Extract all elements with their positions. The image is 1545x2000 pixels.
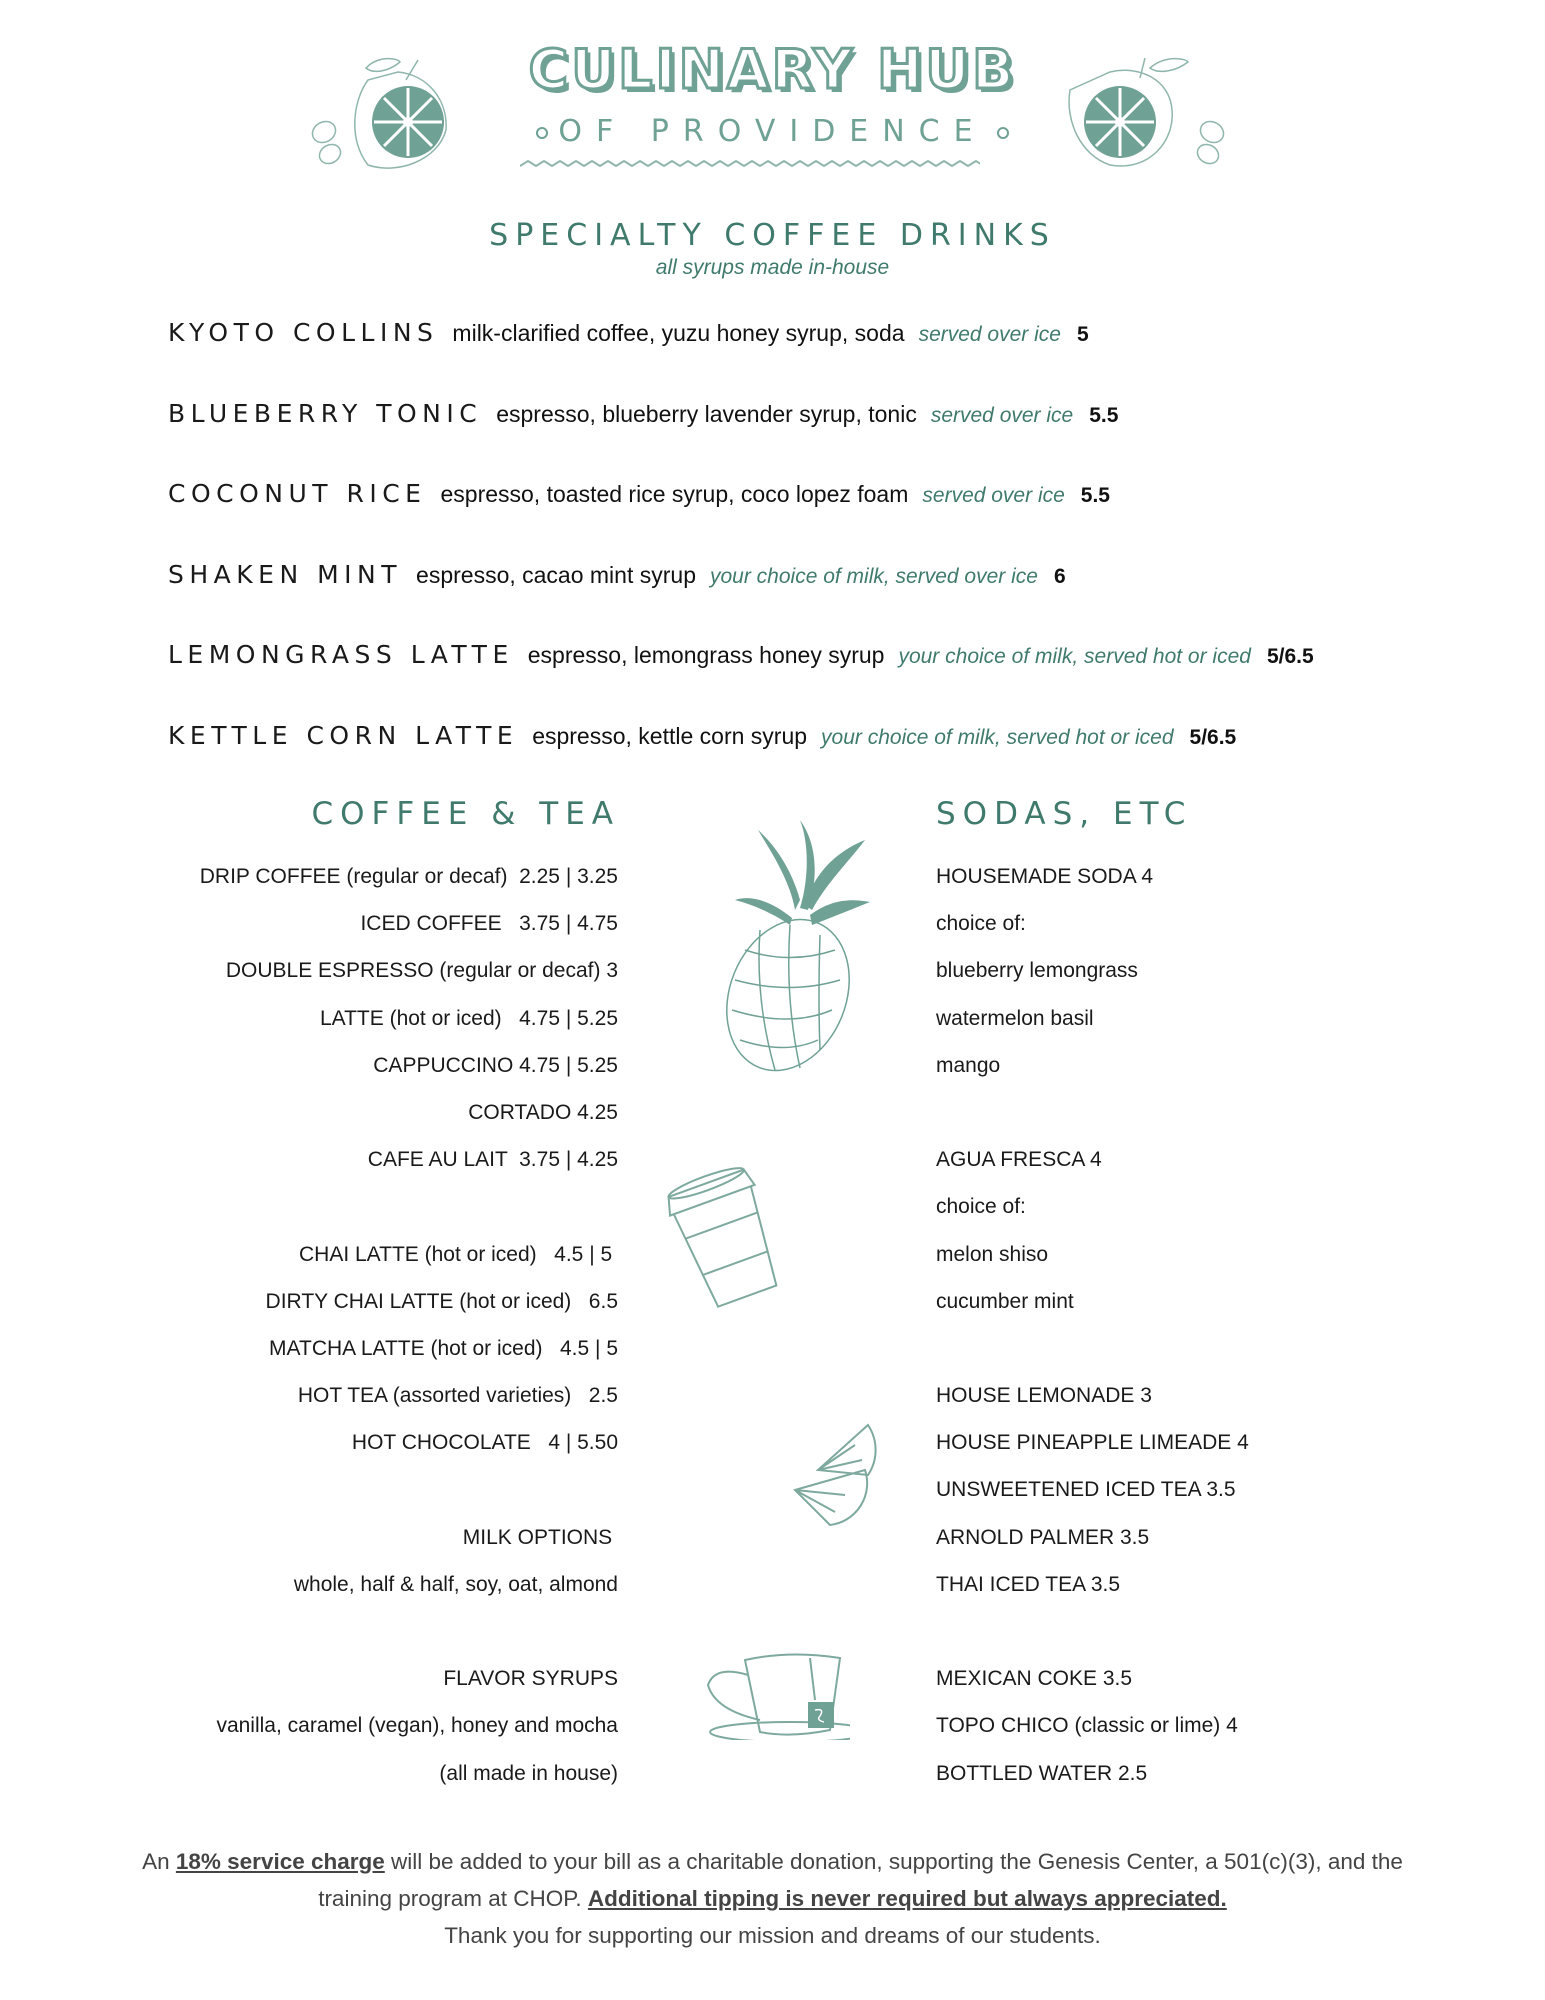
item-note: your choice of milk, served hot or iced (821, 725, 1174, 749)
milk-options-list: whole, half & half, soy, oat, almond (293, 1572, 618, 1596)
specialty-drinks-list (168, 318, 1314, 801)
item-description: espresso, lemongrass honey syrup (527, 642, 885, 668)
coffee-cup-icon (660, 1160, 790, 1310)
footer-text: will be added to your bill as a charitable donation, supporting the Genesis Center, a 501(c)(3), and the (384, 1849, 1403, 1874)
menu-line: TOPO CHICO (classic or lime) 4 (936, 1714, 1238, 1738)
item-note: your choice of milk, served hot or iced (898, 645, 1251, 668)
item-name: KETTLE CORN LATTE (168, 720, 519, 750)
sodas-list (936, 862, 1249, 1806)
service-charge-notice (0, 1843, 1545, 1954)
wave-divider-icon (520, 158, 980, 170)
footer-line-1 (0, 1843, 1545, 1880)
milk-options-heading: MILK OPTIONS (462, 1525, 618, 1549)
menu-line: LATTE (hot or iced) 4.75 | 5.25 (319, 1006, 618, 1030)
brand-title: CULINARY HUB (528, 38, 1017, 101)
menu-line: DRIP COFFEE (regular or decaf) 2.25 | 3.25 (199, 865, 618, 888)
footer-text: An (142, 1849, 176, 1874)
teacup-icon (690, 1640, 850, 1740)
menu-line: HOT TEA (assorted varieties) 2.5 (297, 1384, 618, 1408)
specialty-item (168, 721, 1314, 802)
item-price: 5 (1076, 323, 1089, 346)
item-description: espresso, kettle corn syrup (532, 722, 808, 749)
item-description: espresso, cacao mint syrup (416, 561, 696, 588)
menu-line: CAFE AU LAIT 3.75 | 4.25 (367, 1148, 618, 1172)
item-name: LEMONGRASS LATTE (168, 640, 514, 669)
spacer (936, 1617, 1249, 1664)
footer-line-2 (0, 1880, 1545, 1917)
lime-slices-icon (790, 1420, 880, 1530)
menu-line: CHAI LATTE (hot or iced) 4.5 | 5 (298, 1242, 618, 1266)
menu-line: MEXICAN COKE 3.5 (936, 1667, 1133, 1691)
item-name: SHAKEN MINT (168, 559, 403, 589)
menu-line: cucumber mint (936, 1289, 1074, 1313)
specialty-item (168, 399, 1314, 480)
item-price: 6 (1053, 564, 1066, 588)
item-name: KYOTO COLLINS (168, 318, 439, 347)
menu-line: mango (936, 1053, 1001, 1077)
item-price: 5/6.5 (1189, 725, 1237, 749)
menu-line: THAI ICED TEA 3.5 (936, 1572, 1121, 1596)
item-name: COCONUT RICE (168, 479, 427, 508)
item-price: 5.5 (1089, 403, 1119, 427)
pineapple-icon (700, 800, 880, 1080)
menu-line: DIRTY CHAI LATTE (hot or iced) 6.5 (265, 1289, 618, 1313)
menu-line: HOUSEMADE SODA 4 (936, 865, 1154, 888)
brand-subtitle-text: OF PROVIDENCE (558, 114, 987, 149)
menu-line: HOT CHOCOLATE 4 | 5.50 (351, 1431, 618, 1455)
item-name: BLUEBERRY TONIC (168, 398, 483, 428)
footer-text: training program at CHOP. (318, 1886, 588, 1911)
spacer (936, 1334, 1249, 1381)
item-note: your choice of milk, served over ice (709, 564, 1038, 588)
flavor-syrups-list: vanilla, caramel (vegan), honey and mocha (216, 1714, 618, 1738)
coffee-tea-list (200, 862, 618, 1806)
item-price: 5.5 (1080, 484, 1110, 507)
menu-line: CAPPUCCINO 4.75 | 5.25 (373, 1053, 618, 1077)
item-note: served over ice (922, 484, 1065, 507)
item-description: espresso, toasted rice syrup, coco lopez foam (440, 481, 909, 507)
item-price: 5/6.5 (1266, 645, 1314, 668)
tipping-highlight: Additional tipping is never required but always appreciated. (587, 1886, 1227, 1911)
specialty-section-subtitle: all syrups made in-house (655, 256, 890, 279)
footer-line-3: Thank you for supporting our mission and dreams of our students. (444, 1923, 1101, 1948)
menu-line: blueberry lemongrass (936, 959, 1138, 983)
spacer (200, 1475, 618, 1522)
sodas-title: SODAS, ETC (936, 796, 1193, 832)
coffee-tea-title: COFFEE & TEA (311, 796, 620, 832)
menu-line: watermelon basil (936, 1006, 1094, 1030)
service-charge-highlight: 18% service charge (175, 1849, 385, 1874)
menu-line: HOUSE LEMONADE 3 (936, 1384, 1152, 1408)
item-description: espresso, blueberry lavender syrup, tonic (496, 400, 917, 427)
menu-line: AGUA FRESCA 4 (936, 1148, 1102, 1172)
menu-line: CORTADO 4.25 (468, 1100, 618, 1124)
menu-line: choice of: (936, 1195, 1026, 1219)
spacer (200, 1192, 618, 1239)
item-note: served over ice (918, 323, 1061, 346)
menu-line: melon shiso (936, 1242, 1049, 1266)
menu-line: MATCHA LATTE (hot or iced) 4.5 | 5 (269, 1336, 618, 1360)
menu-line: UNSWEETENED ICED TEA 3.5 (936, 1478, 1236, 1502)
brand-header (0, 38, 1545, 150)
menu-line: ARNOLD PALMER 3.5 (936, 1525, 1150, 1549)
specialty-item (168, 640, 1314, 721)
dot-ornament-icon (536, 127, 548, 139)
menu-line: BOTTLED WATER 2.5 (936, 1761, 1148, 1785)
menu-line: choice of: (936, 912, 1026, 936)
specialty-item (168, 479, 1314, 560)
menu-line: DOUBLE ESPRESSO (regular or decaf) 3 (225, 959, 618, 983)
dot-ornament-icon (997, 127, 1009, 139)
item-description: milk-clarified coffee, yuzu honey syrup, soda (452, 320, 905, 346)
spacer (200, 1617, 618, 1664)
item-note: served over ice (930, 403, 1074, 427)
spacer (936, 1098, 1249, 1145)
menu-line: ICED COFFEE 3.75 | 4.75 (360, 912, 618, 936)
specialty-item (168, 318, 1314, 399)
menu-line: HOUSE PINEAPPLE LIMEADE 4 (936, 1431, 1249, 1455)
specialty-item (168, 560, 1314, 641)
flavor-syrups-heading: FLAVOR SYRUPS (443, 1667, 618, 1691)
brand-subtitle (0, 114, 1545, 150)
flavor-syrups-note: (all made in house) (439, 1761, 618, 1785)
specialty-section-title: SPECIALTY COFFEE DRINKS (489, 218, 1056, 253)
